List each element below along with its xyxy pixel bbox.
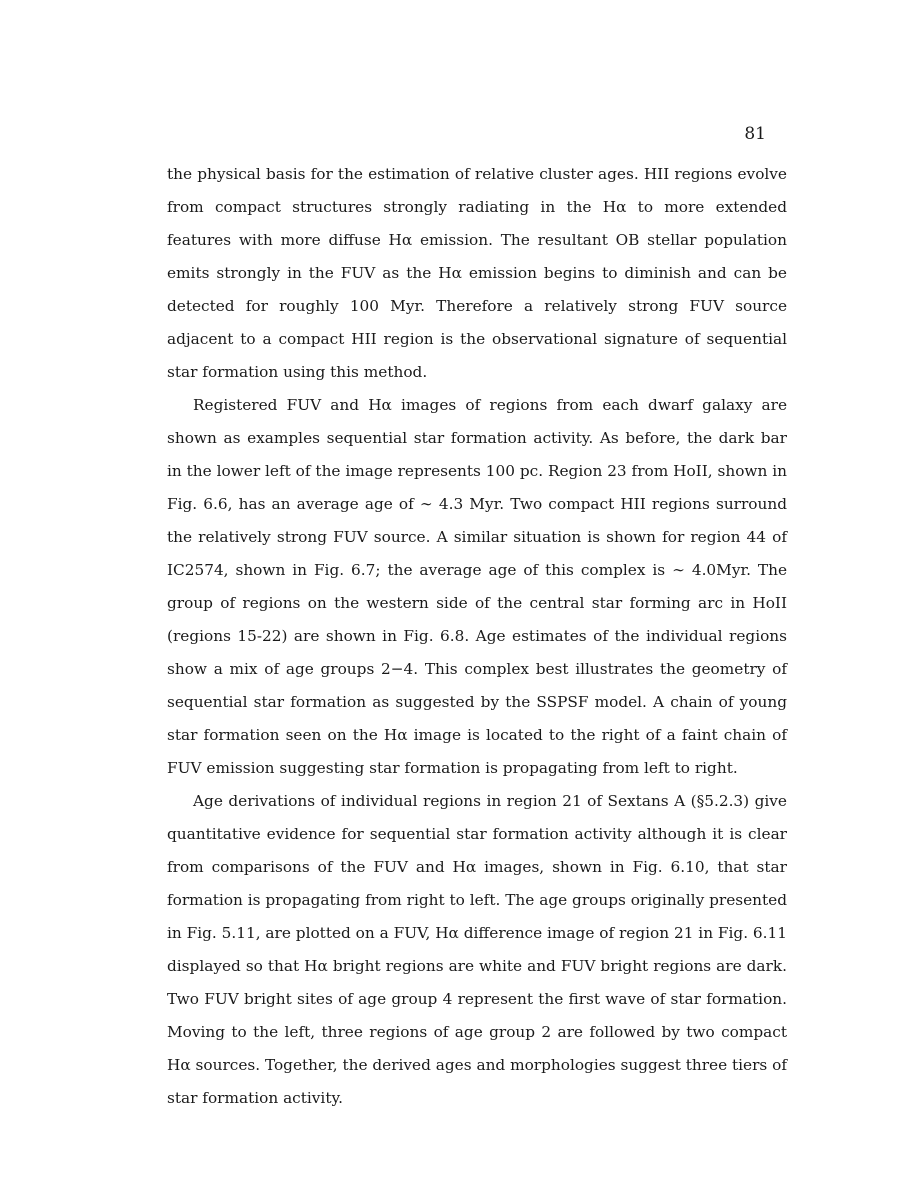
body-text xyxy=(167,158,787,1115)
paragraph-3: Age derivations of individual regions in region 21 of Sextans A (§5.2.3) give quantitative evidence for sequential star formation activity although it is clear from comparisons of the FUV and Hα images, shown in Fig. 6.10, that star formation is propagating from right to left. The age groups originally presented in Fig. 5.11, are plotted on a FUV, Hα difference image of region 21 in Fig. 6.11 displayed so that Hα bright regions are white and FUV bright regions are dark. Two FUV bright sites of age group 4 represent the first wave of star formation. Moving to the left, three regions of age group 2 are followed by two compact Hα sources. Together, the derived ages and morphologies suggest three tiers of star formation activity. xyxy=(167,792,787,1107)
paragraph-1: the physical basis for the estimation of relative cluster ages. HII regions evolve from compact structures strongly radiating in the Hα to more extended features with more diffuse Hα emission. The resultant OB stellar population emits strongly in the FUV as the Hα emission begins to diminish and can be detected for roughly 100 Myr. Therefore a relatively strong FUV source adjacent to a compact HII region is the observational signature of sequential star formation using this method. xyxy=(167,165,787,381)
page-number: 81 xyxy=(744,124,766,144)
paragraph-2: Registered FUV and Hα images of regions from each dwarf galaxy are shown as examples sequential star formation activity. As before, the dark bar in the lower left of the image represents 100 pc. Region 23 from HoII, shown in Fig. 6.6, has an average age of ∼ 4.3 Myr. Two compact HII regions surround the relatively strong FUV source. A similar situation is shown for region 44 of IC2574, shown in Fig. 6.7; the average age of this complex is ∼ 4.0Myr. The group of regions on the western side of the central star forming arc in HoII (regions 15-22) are shown in Fig. 6.8. Age estimates of the individual regions show a mix of age groups 2−4. This complex best illustrates the geometry of sequential star formation as suggested by the SSPSF model. A chain of young star formation seen on the Hα image is located to the right of a faint chain of FUV emission suggesting star formation is propagating from left to right. xyxy=(167,396,787,777)
